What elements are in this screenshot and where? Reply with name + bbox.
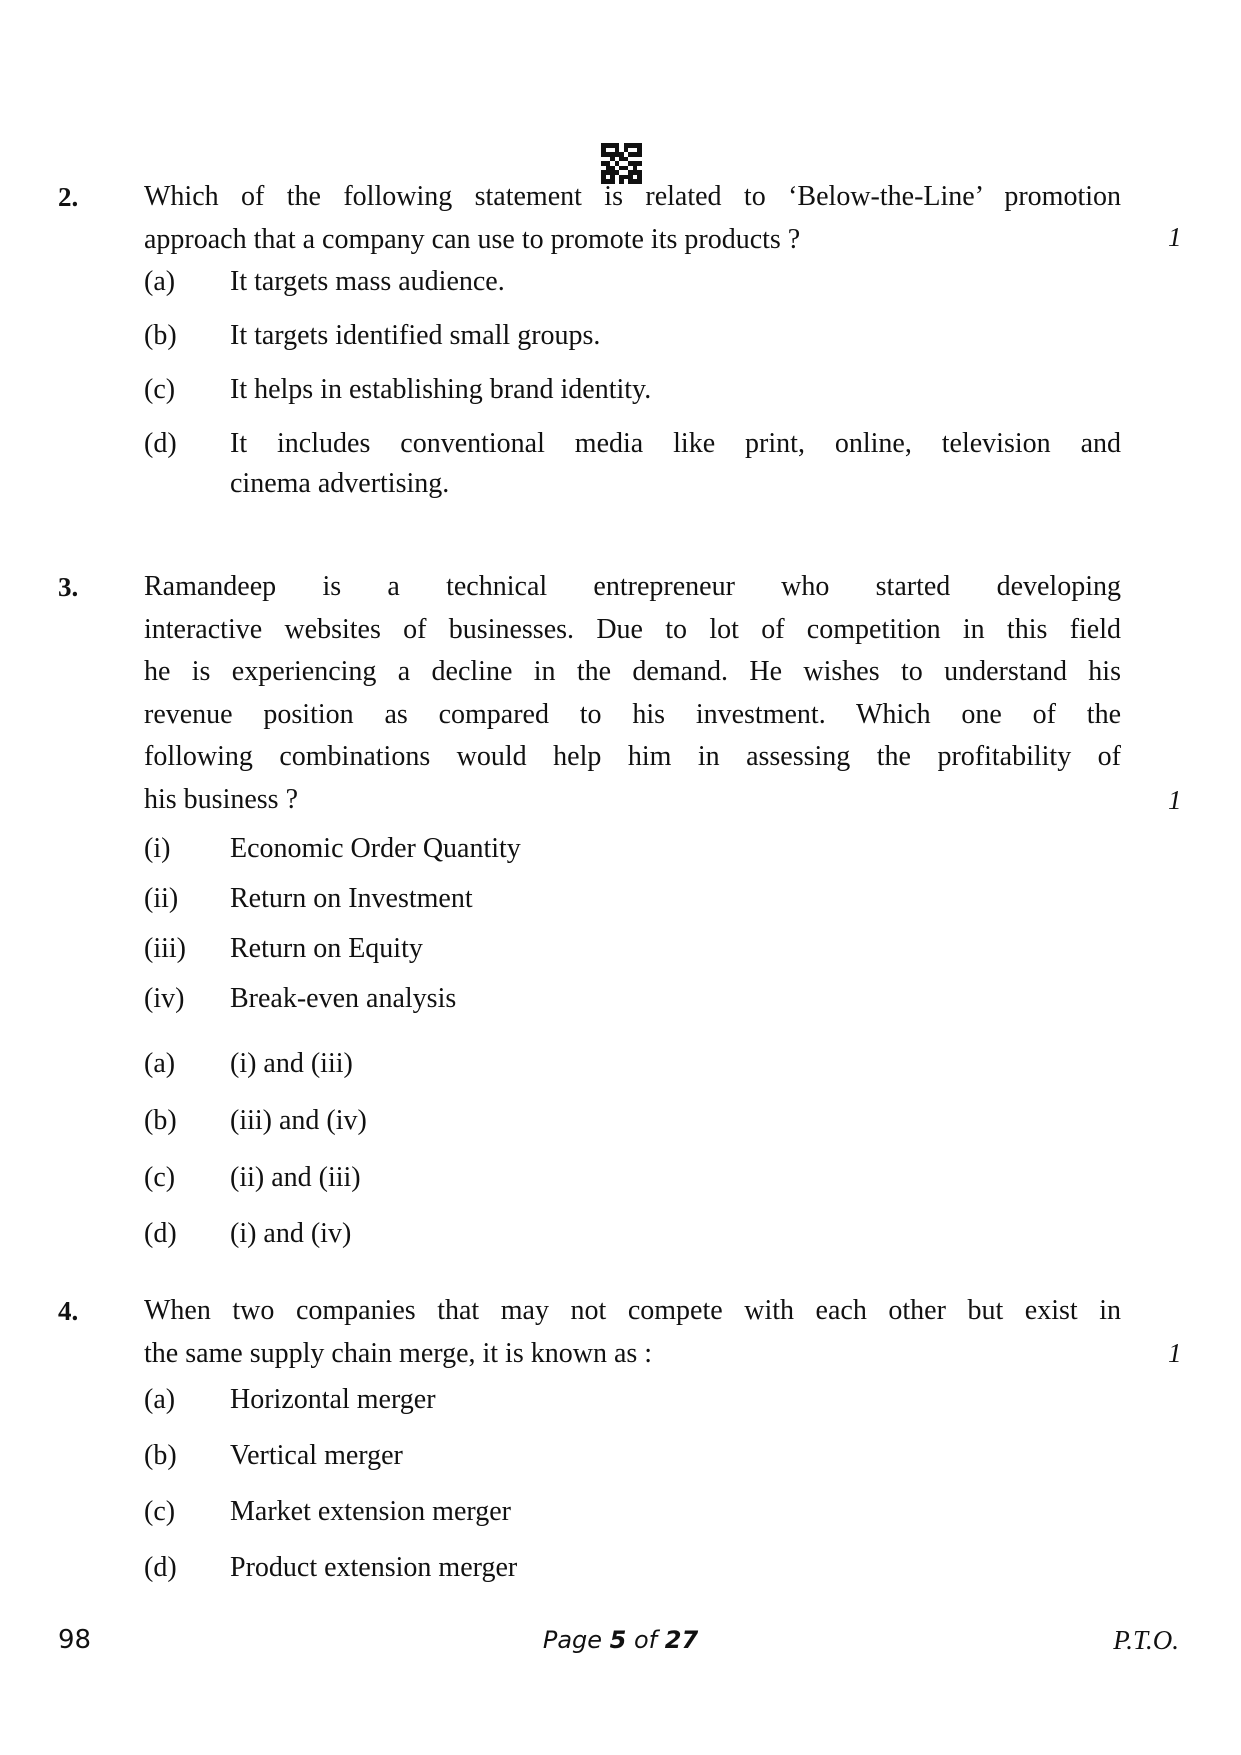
option-text bbox=[230, 424, 1121, 504]
option-label: (a) bbox=[144, 266, 176, 297]
option-line: It helps in establishing brand identity. bbox=[230, 374, 652, 405]
option-label: (b) bbox=[144, 320, 177, 351]
question-text bbox=[144, 1290, 1121, 1375]
question-line: When two companies that may not compete with each other but exist in bbox=[144, 1295, 1121, 1326]
marks: 1 bbox=[1168, 222, 1182, 252]
statement-label: (i) bbox=[144, 833, 171, 864]
question-line: his business ? bbox=[144, 783, 298, 815]
question-line: Ramandeep is a technical entrepreneur who started developing bbox=[144, 571, 1121, 602]
question-number: 3. bbox=[58, 572, 79, 602]
option-text bbox=[230, 316, 1121, 356]
option-label: (a) bbox=[144, 1048, 176, 1079]
pto-label: P.T.O. bbox=[1113, 1625, 1179, 1655]
option-text: (i) and (iii) bbox=[230, 1048, 353, 1079]
option-label: (d) bbox=[144, 1218, 177, 1249]
option-label: (c) bbox=[144, 374, 176, 405]
statement-text: Economic Order Quantity bbox=[230, 833, 521, 864]
option-label: (c) bbox=[144, 1162, 176, 1193]
question-line: following combinations would help him in assessing the profitability of bbox=[144, 741, 1121, 772]
option-label: (a) bbox=[144, 1384, 176, 1415]
page-total: 27 bbox=[664, 1626, 699, 1654]
paper-code: 98 bbox=[58, 1625, 92, 1655]
question-line: he is experiencing a decline in the demand. He wishes to understand his bbox=[144, 656, 1121, 687]
option-line: It targets mass audience. bbox=[230, 266, 505, 297]
option-text: Vertical merger bbox=[230, 1440, 403, 1471]
option-text: (i) and (iv) bbox=[230, 1218, 352, 1249]
page-prefix: Page bbox=[542, 1626, 610, 1654]
option-text: Horizontal merger bbox=[230, 1384, 436, 1415]
option-line: It targets identified small groups. bbox=[230, 320, 601, 351]
statement-label: (iii) bbox=[144, 933, 186, 964]
page-current: 5 bbox=[609, 1626, 627, 1654]
option-text: Market extension merger bbox=[230, 1496, 511, 1527]
question-line: revenue position as compared to his investment. Which one of the bbox=[144, 698, 1121, 730]
option-label: (d) bbox=[144, 428, 177, 459]
option-label: (c) bbox=[144, 1496, 176, 1527]
option-text bbox=[230, 262, 1121, 302]
option-line: It includes conventional media like print, online, television and bbox=[230, 428, 1121, 459]
question-number: 2. bbox=[58, 182, 79, 212]
question-number: 4. bbox=[58, 1296, 79, 1326]
option-text: (ii) and (iii) bbox=[230, 1162, 361, 1193]
option-text: Product extension merger bbox=[230, 1552, 518, 1583]
marks: 1 bbox=[1168, 785, 1182, 815]
question-line: the same supply chain merge, it is known as : bbox=[144, 1337, 653, 1369]
question-line: Which of the following statement is related to ‘Below-the-Line’ promotion bbox=[144, 181, 1121, 212]
statement-text: Return on Investment bbox=[230, 883, 473, 914]
question-text bbox=[144, 176, 1121, 261]
question-line: interactive websites of businesses. Due to lot of competition in this field bbox=[144, 613, 1121, 645]
statement-text: Break-even analysis bbox=[230, 983, 457, 1014]
option-label: (b) bbox=[144, 1105, 177, 1136]
question-line: approach that a company can use to promote its products ? bbox=[144, 223, 801, 255]
option-line: cinema advertising. bbox=[230, 468, 450, 499]
page-mid: of bbox=[626, 1626, 665, 1654]
statement-label: (ii) bbox=[144, 883, 179, 914]
statement-label: (iv) bbox=[144, 983, 185, 1014]
option-label: (d) bbox=[144, 1552, 177, 1583]
statement-text: Return on Equity bbox=[230, 933, 423, 964]
option-text: (iii) and (iv) bbox=[230, 1105, 367, 1136]
option-label: (b) bbox=[144, 1440, 177, 1471]
page-number bbox=[0, 1622, 1241, 1658]
marks: 1 bbox=[1168, 1338, 1182, 1368]
option-text bbox=[230, 370, 1121, 410]
question-text bbox=[144, 566, 1121, 821]
